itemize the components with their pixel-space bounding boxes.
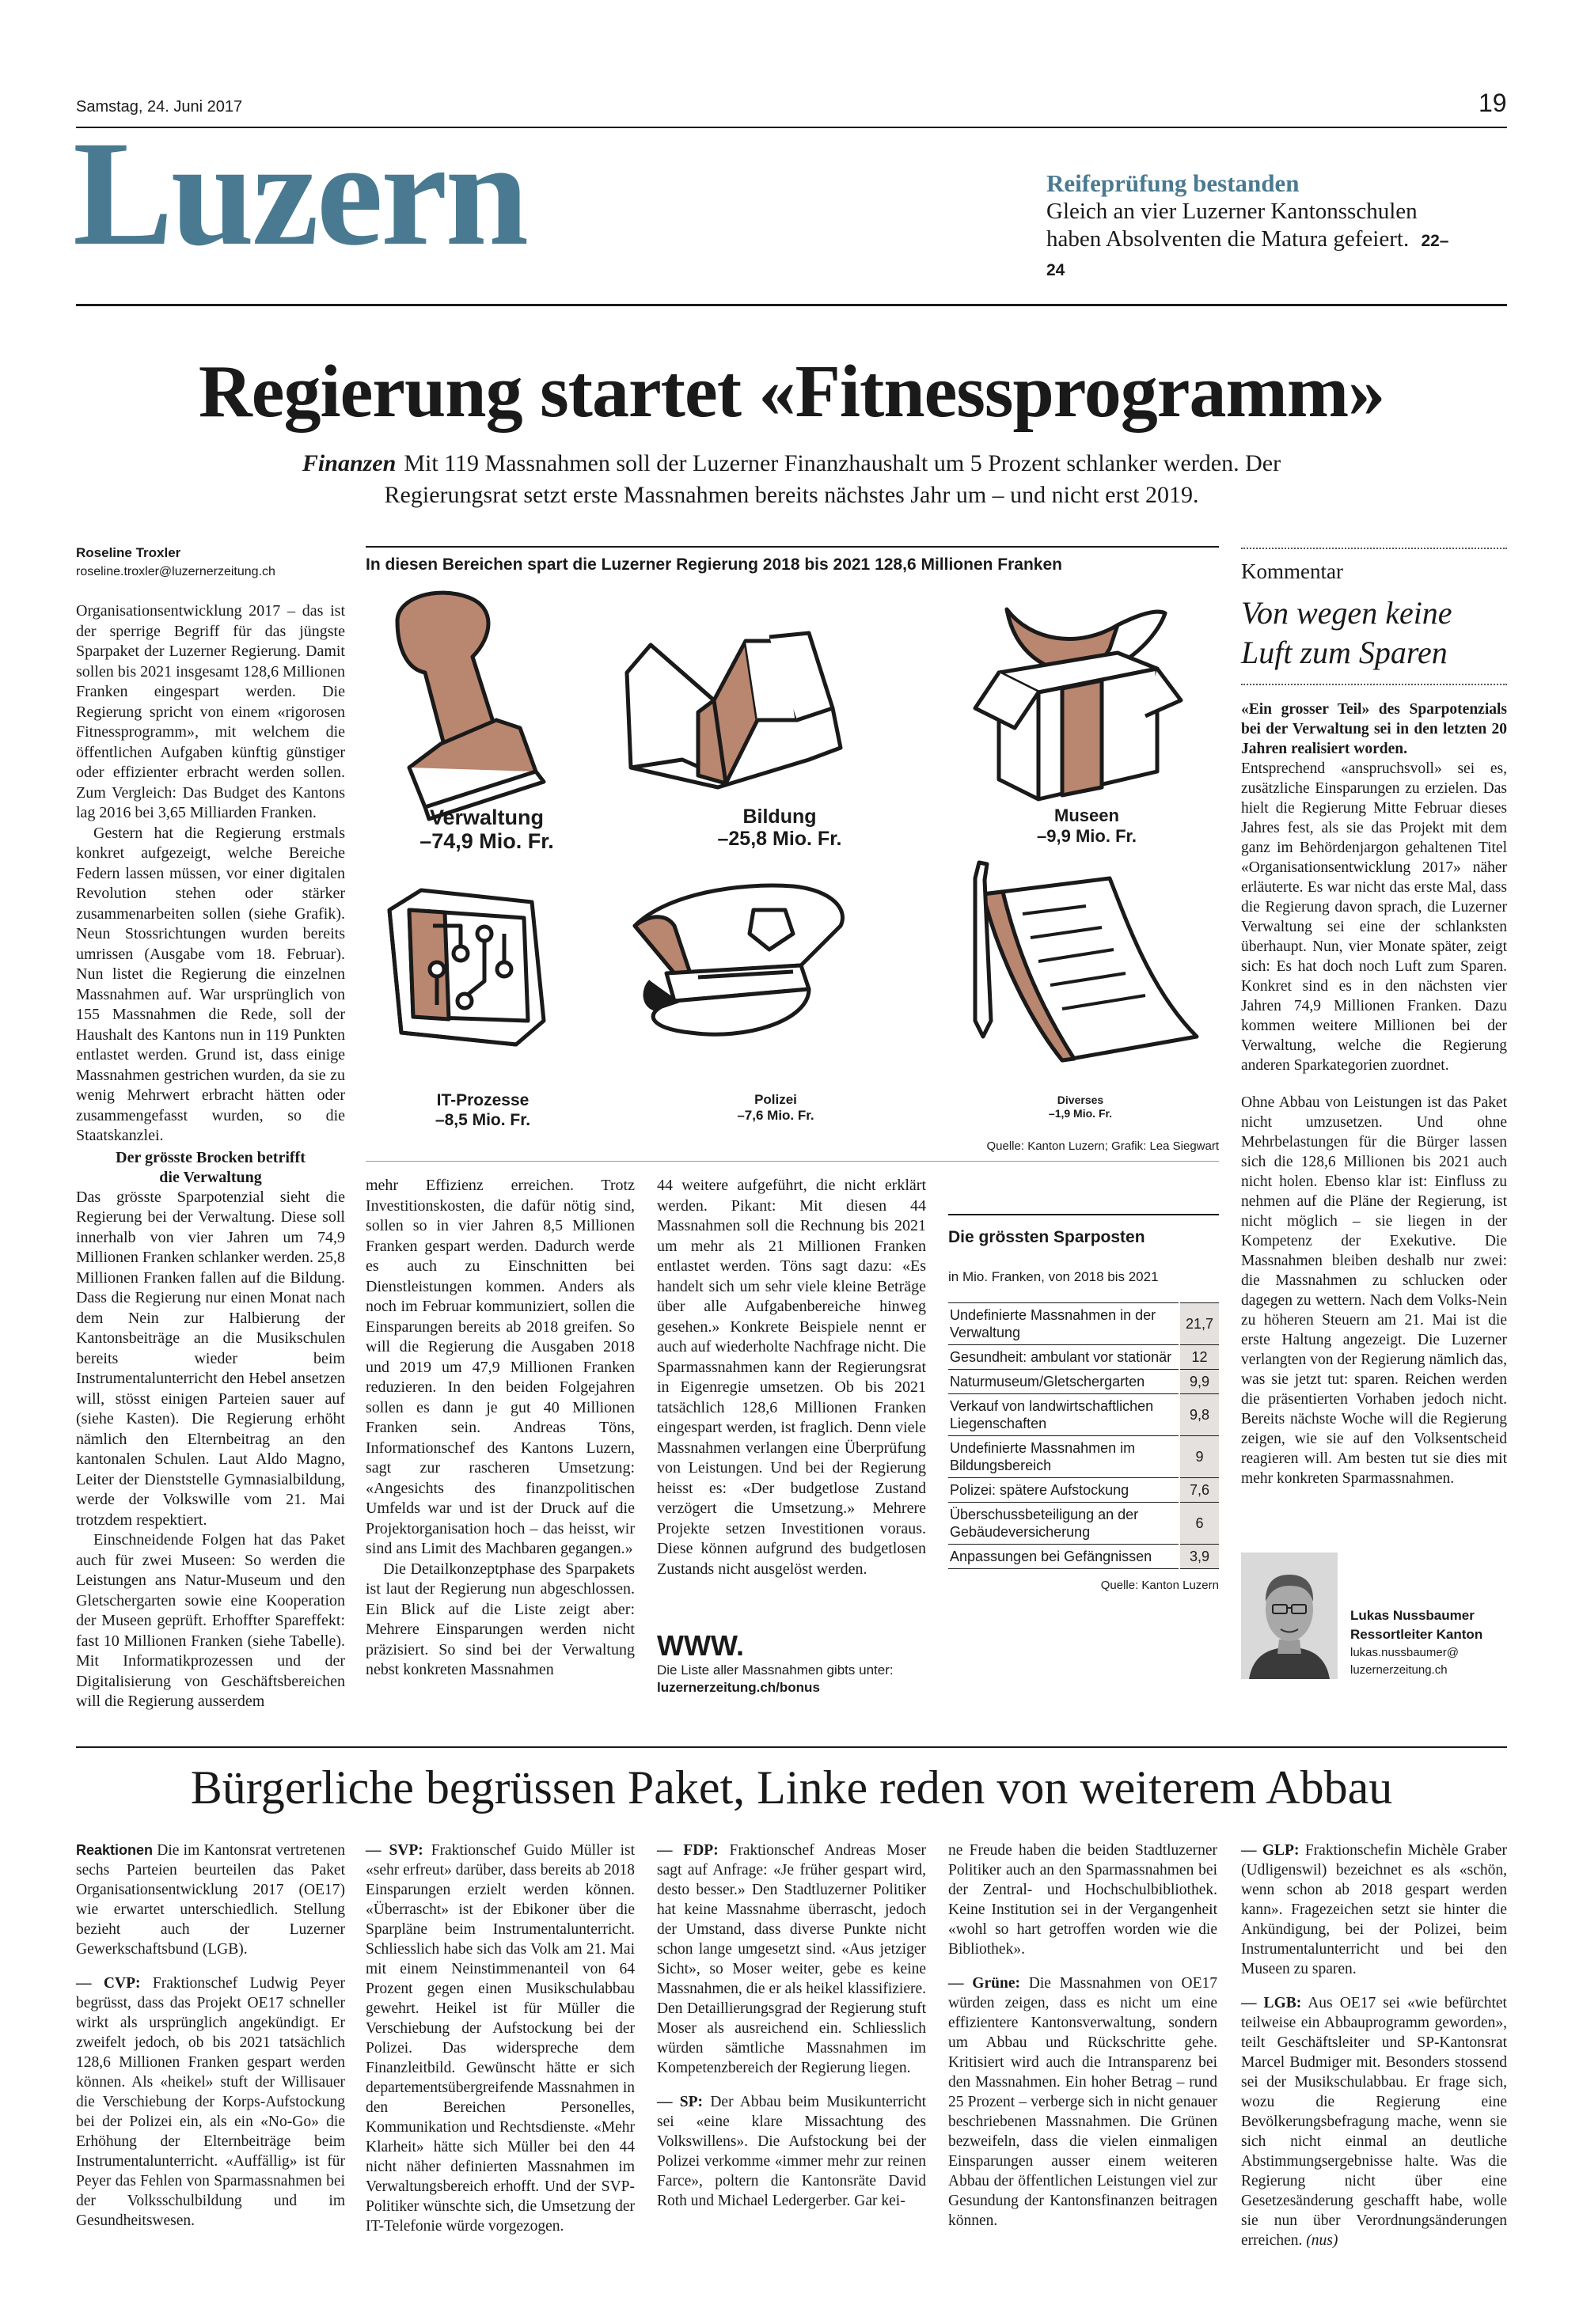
table-body <box>948 1302 1219 1569</box>
table-row: Naturmuseum/Gletschergarten 9,9 <box>948 1370 1219 1394</box>
teaser-text: Gleich an vier Luzerner Kantonsschulen haben Absolventen die Matura gefeiert. 22–24 <box>1046 199 1449 279</box>
kommentar-label: Kommentar <box>1241 559 1343 583</box>
table-row: Undefinierte Massnahmen in der Verwaltung 21,7 <box>948 1303 1219 1345</box>
masthead-rule <box>76 304 1507 306</box>
table-source: Quelle: Kanton Luzern <box>1100 1579 1219 1592</box>
article-column-1 <box>76 601 345 1712</box>
article-column-2 <box>366 1176 635 1681</box>
kommentar-email[interactable]: lukas.nussbaumer@ luzernerzeitung.ch <box>1350 1646 1459 1677</box>
graphic-source: Quelle: Kanton Luzern; Grafik: Lea Siegwart <box>986 1139 1219 1153</box>
kommentar-title: Von wegen keine Luft zum Sparen <box>1241 595 1452 670</box>
tablet-icon <box>389 890 544 1044</box>
party-glp: — GLP: <box>1241 1842 1300 1859</box>
party-gruene: — Grüne: <box>948 1975 1020 1992</box>
teaser-title: Reifeprüfung bestanden <box>1046 169 1300 197</box>
reaktionen-column-3: — FDP: Fraktionschef Andreas Moser sagt auf Anfrage: «Je früher gespart wird, desto besser.» Den Stadtluzerner Politiker hat keine Massnahme überrascht, jedoch der Umstand, dass diverse Punkte nicht schon lange umgesetzt sind. «Aus jetziger Sicht», so Moser weiter, gebe es keine Massnahmen, die er als heikel klassifiziere. Den Detaillierungsgrad der Regierung stuft Moser als ausreichend ein. Schliesslich würden sämtliche Massnahmen im Kompetenzbereich der Regierung liegen. — SP: Der Abbau beim Musikunterricht sei «eine klare Missachtung des Volkswillens». Die Aufstockung bei der Polizei verkomme «immer mehr zur reinen Farce», poltern die Kantonsräte David Roth und Michael Ledergerber. Gar kei- <box>657 1842 927 2209</box>
table-row: Gesundheit: ambulant vor stationär 12 <box>948 1345 1219 1370</box>
paragraph: Gestern hat die Regierung erstmals konkret aufgezeigt, welche Bereiche Federn lassen müssen, vor einer digitalen Revolution stehen oder stärker zusammenarbeiten sollen (siehe Grafik). Neun Stossrichtungen wurden bereits umrissen (Ausgabe vom 18. Februar). Nun listet die Regierung die einzelnen Massnahmen auf. War ursprünglich von 155 Massnahmen die Rede, soll der Haushalt des Kantons nun in 119 Punkten entlastet werden. Grund ist, dass einige Massnahmen gestrichen wurden, da sie zu wenig Mehrwert erbracht hätten oder zusammengefasst wurden, so die Staatskanzlei. <box>76 824 345 1144</box>
paragraph: Die Detailkonzeptphase des Sparpakets ist laut der Regierung nun abgeschlossen. Ein Blick auf die Liste zeigt aber: Mehrere Einsparungen werden nicht präzisiert. So sind bei der Verwaltung nebst konkreten Massnahmen <box>366 1560 635 1678</box>
party-fdp: — FDP: <box>657 1842 719 1859</box>
reaktionen-column-5: — GLP: Fraktionschefin Michèle Graber (Udligenswil) bezeichnet es als «schön, wenn schon ab 2018 gespart werden kann». Fragezeichen setzt sie hinter die Ankündigung, bei der Polizei, beim Instrumentalunterricht und bei den Museen zu sparen. — LGB: Aus OE17 sei «wie befürchtet teilweise ein Abbauprogramm geworden», teilt Geschäftsleiter und SP-Kantonsrat Marcel Budmiger mit. Besonders stossend sei der Musikschulabbau. Er frage sich, wozu die Regierung eine Bevölkerungsbefragung mache, wenn sie sich nicht einmal an deutliche Abstimmungsergebnisse halte. Was die Regierung nicht über eine Gesetzesänderung geschafft habe, wolle sie nun über Verordnungsänderungen erreichen. (nus) <box>1241 1842 1507 2249</box>
graphic-bottom-rule <box>366 1161 1219 1162</box>
author-email[interactable]: roseline.troxler@luzernerzeitung.ch <box>76 565 275 578</box>
www-text: Die Liste aller Massnahmen gibts unter: <box>657 1662 894 1678</box>
stamp-icon <box>397 593 544 819</box>
graphic-item-diverses: Diverses –1,9 Mio. Fr. <box>1048 1094 1113 1120</box>
lead-kicker: Finanzen <box>302 450 397 476</box>
kommentar-box <box>1241 559 1507 1488</box>
graphic-top-rule <box>366 546 1219 548</box>
book-icon <box>627 633 841 787</box>
graphic-item-museen: Museen –9,9 Mio. Fr. <box>1037 806 1137 846</box>
kommentar-lead: «Ein grosser Teil» des Sparpotenzials bei der Verwaltung sei in den letzten 20 Jahren realisiert worden. <box>1241 701 1507 757</box>
sparposten-table <box>948 1214 1219 1592</box>
www-box <box>657 1630 926 1697</box>
article-column-3 <box>657 1176 926 1579</box>
subhead: Der grösste Brocken betrifft die Verwaltung <box>116 1148 306 1186</box>
www-link[interactable]: luzernerzeitung.ch/bonus <box>657 1680 820 1695</box>
author-name: Roseline Troxler <box>76 545 181 560</box>
table-subtitle: in Mio. Franken, von 2018 bis 2021 <box>948 1269 1159 1284</box>
paragraph: Organisationsentwicklung 2017 – das ist der sperrige Begriff für das jüngste Sparpaket der Luzerner Regierung. Damit sollen bis 2021 insgesamt 128,6 Millionen Franken eingespart werden. Die Regierung spricht von einem «rigorosen Fitnessprogramm», mit welchem die öffentlichen Aufgaben künftig günstiger oder effizienter erbracht werden sollen. Zum Vergleich: Das Budget des Kantons lag 2016 bei 3,65 Milliarden Franken. <box>76 602 345 821</box>
party-lgb: — LGB: <box>1241 1995 1302 2011</box>
kommentar-author: Lukas Nussbaumer <box>1350 1608 1475 1623</box>
lead: Finanzen Mit 119 Massnahmen soll der Luzerner Finanzhaushalt um 5 Prozent schlanker werden. Der Regierungsrat setzt erste Massnahmen bereits nächstes Jahr um – und nicht erst 2019. <box>302 450 1281 508</box>
table-row: Polizei: spätere Aufstockung 7,6 <box>948 1478 1219 1503</box>
teaser-pages: 22–24 <box>1046 232 1449 279</box>
party-svp: — SVP: <box>366 1842 423 1859</box>
graphic-title: In diesen Bereichen spart die Luzerner Regierung 2018 bis 2021 128,6 Millionen Franken <box>366 555 1062 574</box>
table-row: Undefinierte Massnahmen im Bildungsbereich 9 <box>948 1436 1219 1478</box>
second-article-rule <box>76 1746 1507 1748</box>
author-photo <box>1241 1552 1338 1679</box>
signature: (nus) <box>1306 2232 1338 2249</box>
table-row: Verkauf von landwirtschaftlichen Liegenschaften 9,8 <box>948 1394 1219 1436</box>
table-row: Anpassungen bei Gefängnissen 3,9 <box>948 1545 1219 1569</box>
www-label: WWW. <box>657 1629 744 1662</box>
table-row: Überschussbeteiligung an der Gebäudeversicherung 6 <box>948 1503 1219 1545</box>
party-cvp: — CVP: <box>76 1975 141 1992</box>
graphic-icons <box>366 578 1219 1147</box>
paragraph: 44 weitere aufgeführt, die nicht erklärt werden. Pikant: Mit diesen 44 Massnahmen soll die Rechnung bis 2021 um mehr als 21 Millionen Franken entlastet werden. Töns sagt dazu: «Es handelt sich um sehr viele kleine Beträge über alle Aufgabenbereiche hinweg gesehen.» Konkrete Beispiele nennt er auch auf wiederholte Nachfrage nicht. Die Sparmassnahmen kann der Regierungsrat in Eigenregie umsetzen. Ob bis 2021 tatsächlich 128,6 Millionen Franken eingespart werden, ist fraglich. Denn viele Massnahmen verlangen eine Überprüfung von Leistungen. Und bei der Regierung heisst es: «Der budgetlose Zustand verzögert die Umsetzung.» Mehrere Projekte setzen Investitionen voraus. Diese können aufgrund des budgetlosen Zustands nicht ausgelöst werden. <box>657 1177 926 1578</box>
kommentar-role: Ressortleiter Kanton <box>1350 1627 1483 1642</box>
paragraph: Das grösste Sparpotenzial sieht die Regierung bei der Verwaltung. Diese soll innerhalb von vier Jahren um 74,9 Millionen Franken schlanker werden. 25,8 Millionen Franken fallen auf die Bildung. Dass die Regierung nur einen Monat nach dem Nein zur Halbierung der Kantonsbeiträge an die Musikschulen bereits wieder beim Instrumentalunterricht den Hebel ansetzen will, stösst einigen Parteien sauer auf (siehe Kasten). Die Regierung erhöht nämlich den Elternbeitrag an den kantonalen Schulen. Laut Aldo Magno, Leiter der Dienststelle Gymnasialbildung, werde der Volkswille vom 21. Mai trotzdem respektiert. <box>76 1188 345 1529</box>
reaktionen-kicker: Reaktionen <box>76 1842 154 1858</box>
graphic-item-it: IT-Prozesse –8,5 Mio. Fr. <box>435 1091 531 1129</box>
section-title: Luzern <box>73 111 527 277</box>
paragraph: Einschneidende Folgen hat das Paket auch für zwei Museen: So werden die Leistungen ans Natur-Museum und den Gletschergarten sowie eine Kooperation der Museen geprüft. Erhoffter Spareffekt: fast 10 Millionen Franken (siehe Tabelle). Mit Informatikprozessen und der Digitalisierung von Geschäftsbereichen will die Regierung ausserdem <box>76 1531 345 1710</box>
page-number: 19 <box>1479 89 1507 117</box>
paragraph: Entsprechend «anspruchsvoll» sei es, zusätzliche Einsparungen zu erzielen. Das hielt die Regierung Mitte Februar dieses Jahres fest, als sie das Projekt mit dem ganz im Behördenjargon gehaltenen Titel «Organisationsentwicklung 2017» näher erläuterte. Es war nicht das erste Mal, dass die Regierung davon sprach, die Luzerner Verwaltung sei eine der schlanksten überhaupt. Nun, vier Monate später, zeigt sich: Es hat doch noch Luft zum Sparen. Konkret sind es in den nächsten vier Jahren 74,9 Millionen Franken. Dazu kommen weitere Millionen bei der Verwaltung, welche die Regierung anderen Sparkategorien zuordnet. <box>1241 760 1507 1074</box>
police-cap-icon <box>635 885 843 1034</box>
paper-pen-icon <box>975 862 1197 1060</box>
graphic-item-bildung: Bildung –25,8 Mio. Fr. <box>717 806 842 850</box>
reaktionen-column-2: — SVP: Fraktionschef Guido Müller ist «sehr erfreut» darüber, dass bereits ab 2018 Einsparungen erzielt werden können. «Überrascht» ist der Ebikoner über die Sparpläne beim Instrumentalunterricht. Schliesslich habe sich das Volk am 21. Mai mit einem Neinstimmenanteil von 64 Prozent gegen einen Musikschulabbau gewehrt. Heikel ist für Müller die Verschiebung der Aufstockung bei der Polizei. Das widerspreche dem Finanzleitbild. Gewünscht hätte er sich departementsübergreifende Massnahmen in den Bereichen Personelles, Kommunikation und Rechtsdienste. «Mehr Klarheit» hätte sich Müller bei den 44 nicht näher definierten Massnahmen im Verwaltungsbereich erhofft. Und der SVP-Politiker wünschte sich, die Umsetzung der IT-Telefonie würde vorgezogen. <box>366 1842 635 2235</box>
second-headline: Bürgerliche begrüssen Paket, Linke reden von weiterem Abbau <box>190 1761 1393 1814</box>
table-title: Die grössten Sparposten <box>948 1228 1145 1246</box>
party-sp: — SP: <box>657 2094 704 2110</box>
paragraph: mehr Effizienz erreichen. Trotz Investitionskosten, die dafür nötig sind, sollen so in vier Jahren 8,5 Millionen Franken gespart werden. Dadurch werde es auch zu Einschnitten bei Dienstleistungen kommen. Anders als noch im Februar kommuniziert, sollen die Einsparungen bereits ab 2018 greifen. So will die Regierung die Ausgaben 2018 und 2019 um 47,9 Millionen Franken reduzieren. In den beiden Folgejahren sollen es dann je gut 40 Millionen Franken sein. Andreas Töns, Informationschef des Kantons Luzern, sagt zur rascheren Umsetzung: «Angesichts des finanzpolitischen Umfelds war und ist der Druck auf die Projektorganisation hoch – das heisst, wir sind ans Limit des Machbaren gegangen.» <box>366 1177 635 1557</box>
teaser[interactable] <box>1046 169 1513 284</box>
paragraph: Ohne Abbau von Leistungen ist das Paket nicht umzusetzen. Und ohne Mehrbelastungen für die Bürger lassen sich die 128,6 Millionen bis 2021 auch nicht holen. Ebenso klar ist: Einfluss zu nehmen auf die Pläne der Regierung, ist nicht möglich – sie liegen in der Kompetenz der Exekutive. Die Massnahmen bleiben deshalb nur zwei: die Massnahmen zu schlucken oder dagegen zu wettern. Nach dem Volks-Nein zu höheren Steuern am 21. Mai ist die erste Haltung angezeigt. Die Luzerner verlangten von der Regierung nämlich das, was sie jetzt tut: sparen. Reichen werden die präsentierten Vorhaben jedoch nicht. Bereits nächste Woche will die Regierung zeigen, wie sie auf den Volksentscheid reagieren will. Am besten tut sie dies mit mehr konkreten Sparmassnahmen. <box>1241 1094 1507 1487</box>
kommentar-rule <box>1241 548 1507 549</box>
graphic-item-polizei: Polizei –7,6 Mio. Fr. <box>737 1092 814 1123</box>
reaktionen-column-1: Reaktionen Die im Kantonsrat vertretenen sechs Parteien beurteilen das Paket Organisationsentwicklung 2017 (OE17) wie erwartet unterschiedlich. Stellung bezieht auch der Luzerner Gewerkschaftsbund (LGB). — CVP: Fraktionschef Ludwig Peyer begrüsst, dass das Projekt OE17 schneller wirkt als ursprünglich angekündigt. Er zweifelt jedoch, ob bis 2021 tatsächlich 128,6 Millionen Franken gespart werden können. Als «heikel» stuft der Willisauer die Verschiebung der Korps-Aufstockung bei der Polizei ein, als ein «No-Go» die Erhöhung der Elternbeiträge beim Instrumentalunterricht. «Auffällig» ist für Peyer das Fehlen von Sparmassnahmen bei der Volksschulbildung und im Gesundheitswesen. <box>76 1842 346 2229</box>
issue-date: Samstag, 24. Juni 2017 <box>76 98 243 116</box>
headline: Regierung startet «Fitnessprogramm» <box>198 351 1385 433</box>
reaktionen-column-4: ne Freude haben die beiden Stadtluzerner Politiker auch an den Sparmassnahmen bei der Zentral- und Hochschulbibliothek. Keine Institution sei in der Vergangenheit «wohl so hart getroffen worden wie die Bibliothek». — Grüne: Die Massnahmen von OE17 würden zeigen, dass es nicht um eine effizientere Kantonsverwaltung, sondern um Abbau und Rückschritte gehe. Kritisiert wird auch die Intransparenz bei den Massnahmen. Ein hoher Betrag – rund 25 Prozent – verberge sich in nicht genauer beschriebenen Massnahmen. Die Grünen bezweifeln, dass die vielen einmaligen Einsparungen ausser einem weiteren Abbau der öffentlichen Leistungen viel zur Gesundung der Kantonsfinanzen beitragen können. <box>948 1842 1217 2229</box>
kommentar-author-block <box>1350 1606 1509 1679</box>
museum-box-icon <box>975 609 1181 799</box>
graphic-item-verwaltung: Verwaltung –74,9 Mio. Fr. <box>419 806 554 853</box>
